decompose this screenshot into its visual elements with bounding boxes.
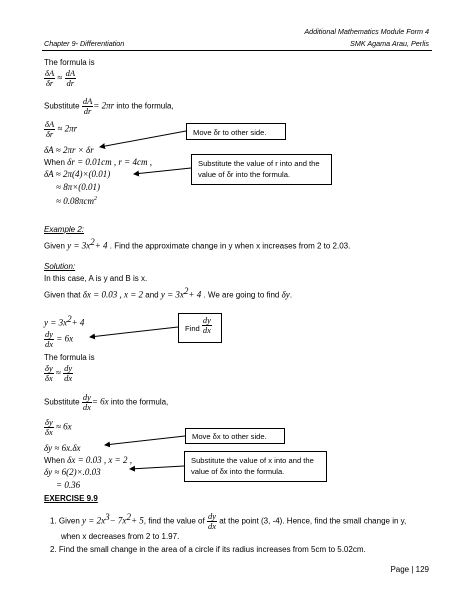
exercise-title: EXERCISE 9.9 <box>44 494 98 503</box>
example-given: Given $y = 3x^2+ 4$ . Find the approximate change in y when x increases from 2 to 2.03. <box>44 237 351 251</box>
find-note-box: Find $\frac{dy}{dx}$ <box>178 313 222 343</box>
eq-line-e: ≈ 8π×(0.01) <box>56 182 101 192</box>
page-number: Page | 129 <box>390 565 429 574</box>
eq-line-b: δA ≈ 2πr × δr <box>44 145 94 155</box>
arrow <box>90 327 178 337</box>
arrow <box>105 436 185 445</box>
eq-line-f: ≈ 0.08πcm$^2$ <box>56 196 97 206</box>
eq-line-c: When δr = 0.01cm , r = 4cm , <box>44 157 152 167</box>
substitute-note-box-2: Substitute the value of x into and the value of δx into the formula. <box>184 451 327 482</box>
eq-line-d-2: δy ≈ 6(2)×.0.03 <box>44 467 101 477</box>
solution-title: Solution: <box>44 262 76 271</box>
arrow <box>130 466 184 469</box>
question-1: 1. Given $y = 2x^3- 7x^2+ 5$, find the value of $\frac{dy}{dx}$ at the point (3, -4). Hence, find the small change in y, <box>50 511 407 532</box>
formula-line-1: $\frac{\delta A}{\delta r}$ ≈ $\frac{dA}{dr}$ <box>45 68 76 88</box>
move-note-box: Move δr to other side. <box>186 123 286 140</box>
eq-line-a-2: $\frac{\delta y}{\delta x}$ ≈ 6x <box>45 417 72 437</box>
module-title: Additional Mathematics Module Form 4 <box>304 27 429 36</box>
derivative-line: $\frac{dy}{dx}$ = 6x <box>45 329 74 349</box>
substitute-line-2: Substitute $\frac{dy}{dx}$ = 6x into the formula, <box>44 392 169 412</box>
arrow <box>100 131 186 147</box>
school-name: SMK Agama Arau, Perlis <box>350 39 429 48</box>
question-1-cont: when x decreases from 2 to 1.97. <box>61 532 180 541</box>
formula-intro: The formula is <box>44 58 95 67</box>
given-that-line: Given that δx = 0.03 , x = 2 and $y = 3x^2+ 4$ . We are going to find δy. <box>44 286 293 300</box>
eq-line-c-2: When δx = 0.03 , x = 2 , <box>44 455 132 465</box>
arrow <box>134 168 191 174</box>
case-text: In this case, A is y and B is x. <box>44 274 148 283</box>
example-title: Example 2: <box>44 225 85 234</box>
eq-line-d: δA ≈ 2π(4)×(0.01) <box>44 169 111 179</box>
formula-intro-2: The formula is <box>44 353 95 362</box>
eq-line-b-2: δy ≈ 6x.δx <box>44 443 81 453</box>
question-2: 2. Find the small change in the area of a circle if its radius increases from 5cm to 5.02cm. <box>50 545 366 554</box>
substitute-line: Substitute $\frac{dA}{dr}$ = 2πr into the formula, <box>44 96 174 116</box>
move-note-box-2: Move δx to other side. <box>185 428 285 444</box>
fraction: $\frac{\delta A}{\delta r}$ <box>45 68 55 88</box>
eq1-line: $y = 3x^2+ 4$ <box>44 314 85 328</box>
eq-line-e-2: = 0.36 <box>56 480 81 490</box>
chapter-title: Chapter 9- Differentiation <box>44 39 125 48</box>
eq-line-a: $\frac{\delta A}{\delta r}$ ≈ 2πr <box>45 119 78 139</box>
formula-line-2: $\frac{\delta y}{\delta x}$ ≈ $\frac{dy}{dx}$ <box>45 363 73 383</box>
fraction: $\frac{dA}{dr}$ <box>65 68 76 88</box>
substitute-note-box: Substitute the value of r into and the value of δr into the formula. <box>191 154 332 185</box>
